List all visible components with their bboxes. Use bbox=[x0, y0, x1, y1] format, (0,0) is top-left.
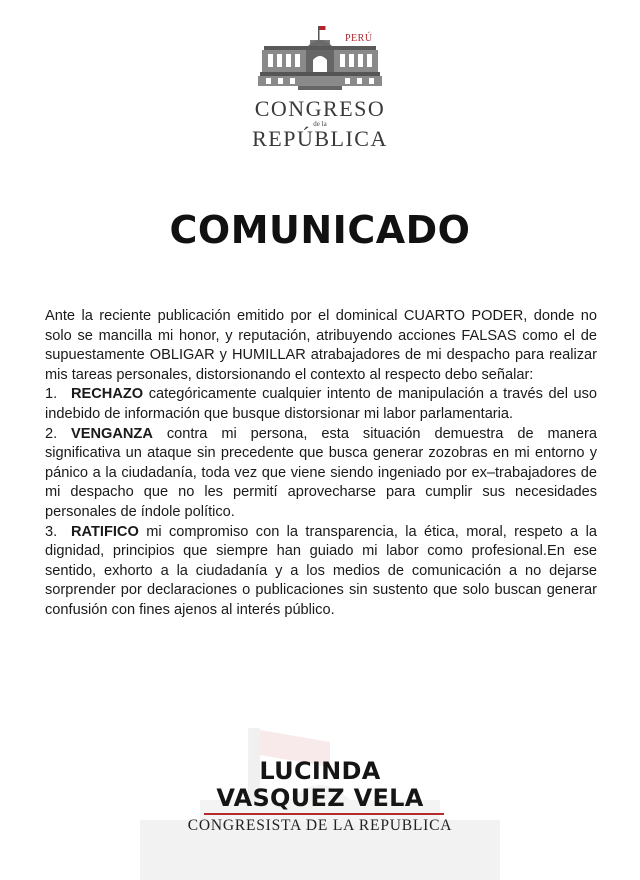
intro-paragraph: Ante la reciente publicación emitido por el dominical CUARTO PODER, donde no solo se mancilla mi honor, y reputación, atribuyendo acciones FALSAS como el de supuestamente OBLIGAR y HUMILLAR atrabajadores de mi despacho para realizar mis tareas personales, distorsionando el contexto al respecto debo señalar: bbox=[45, 308, 597, 383]
point-text: contra mi persona, esta situación demuestra de manera significativa un ataque sin precedente que busca generar zozobras en mi entorno y pánico a la ciudadanía, toda vez que viene siendo ingeniado por ex–trabajadores de mi despacho que no les permití aprovecharse para cumplir sus necesidades personales de índole político. bbox=[45, 425, 597, 520]
signer-role: CONGRESISTA DE LA REPUBLICA bbox=[187, 817, 453, 834]
signer-surnames: VASQUEZ VELA bbox=[216, 784, 424, 812]
point-keyword: RATIFICO bbox=[71, 523, 139, 540]
congreso-logo bbox=[0, 24, 640, 154]
point-2 bbox=[45, 425, 597, 523]
document-title: COMUNICADO bbox=[169, 208, 471, 252]
signature-divider bbox=[204, 813, 444, 815]
point-number: 3. bbox=[45, 523, 58, 540]
point-number: 2. bbox=[45, 425, 58, 442]
point-keyword: VENGANZA bbox=[71, 425, 153, 442]
logo-congreso-text: CONGRESO bbox=[254, 96, 386, 121]
peru-label: PERÚ bbox=[345, 33, 373, 44]
logo-republica-text: REPÚBLICA bbox=[252, 126, 388, 151]
point-text: categóricamente cualquier intento de manipulación a través del uso indebido de información que busque distorsionar mi labor parlamentaria. bbox=[45, 386, 597, 422]
point-1 bbox=[45, 385, 597, 424]
signer-first-name: LUCINDA bbox=[259, 757, 381, 785]
point-3 bbox=[45, 523, 597, 621]
logo-de-la-text: de la bbox=[313, 120, 327, 128]
point-keyword: RECHAZO bbox=[71, 386, 144, 403]
point-text: mi compromiso con la transparencia, la ética, moral, respeto a la dignidad, principios que siempre han guiado mi labor como profesional.En ese sentido, exhorto a la ciudadanía y a los medios de comunicación a no dejarse sorprender por declaraciones o publicaciones sin sustento que solo buscan generar confusión con fines ajenos al interés público. bbox=[45, 523, 597, 618]
point-number: 1. bbox=[45, 386, 58, 403]
document-body bbox=[45, 307, 597, 621]
